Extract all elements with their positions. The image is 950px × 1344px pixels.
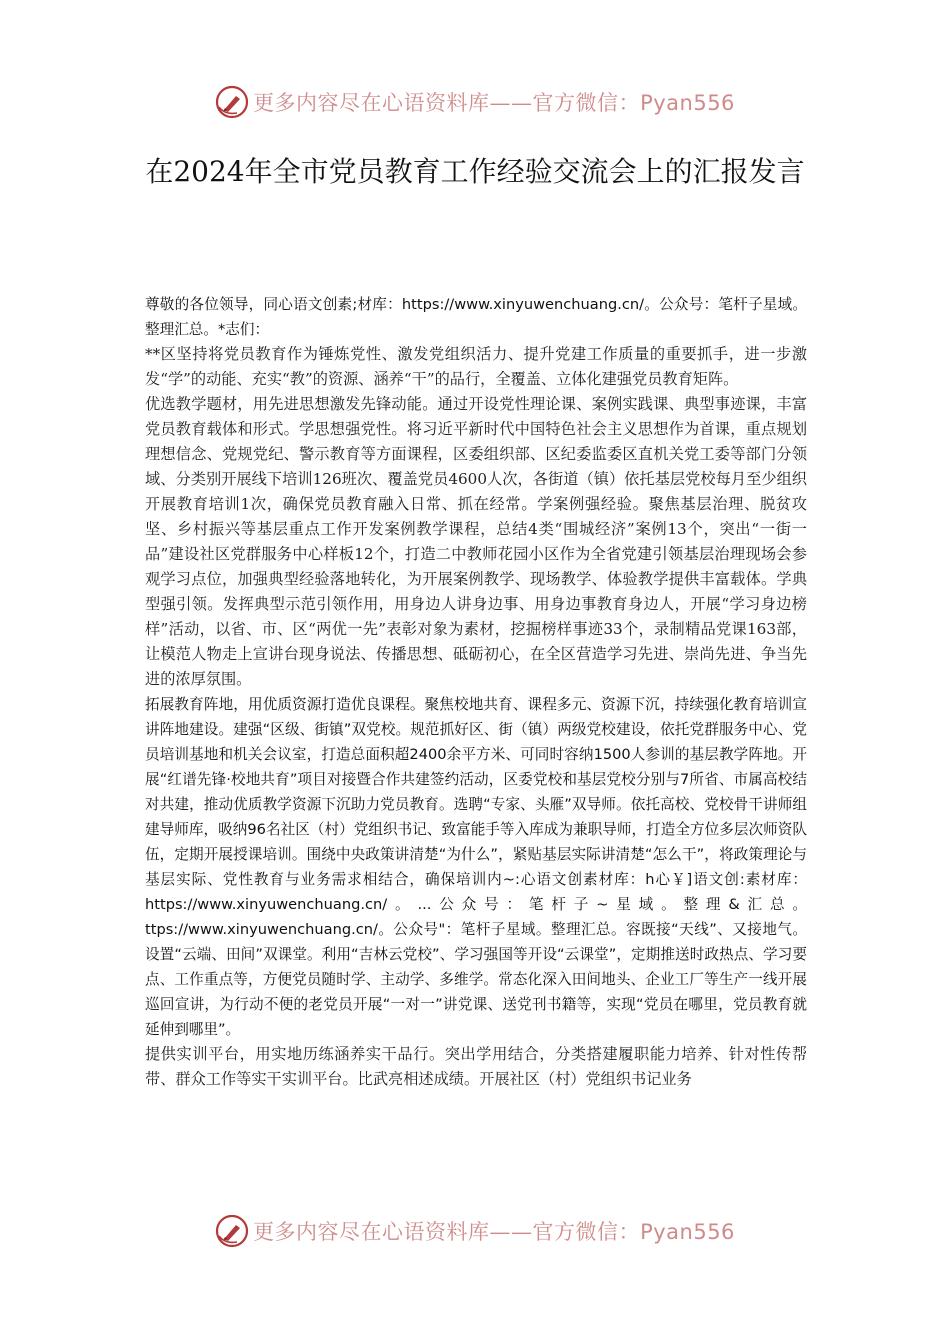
- document-body: [145, 292, 807, 1092]
- banner-text: 更多内容尽在心语资料库——官方微信：Pyan556: [253, 91, 735, 115]
- body-paragraph-1: **区坚持将党员教育作为锤炼党性、激发党组织活力、提升党建工作质量的重要抓手，进一步激发“学”的动能、充实“教”的资源、涵养“干”的品行，全覆盖、立体化建强党员教育矩阵。: [145, 345, 807, 388]
- pen-logo-icon: [215, 1214, 249, 1248]
- footer-watermark-banner: [0, 1211, 950, 1251]
- body-paragraph-3: 拓展教育阵地，用优质资源打造优良课程。聚焦校地共育、课程多元、资源下沉，持续强化教育培训宣讲阵地建设。建强“区级、街镇”双党校。规范抓好区、街（镇）两级党校建设，依托党群服务中心、党员培训基地和机关会议室，打造总面积超2400余平方米、可同时容纳1500人参训的基层教学阵地。开展“红谱先锋·校地共育”项目对接暨合作共建签约活动，区委党校和基层党校分别与7所省、市属高校结对共建，推动优质教学资源下沉助力党员教育。选聘“专家、头雁”双导师。依托高校、党校骨干讲师组建导师库，吸纳96名社区（村）党组织书记、致富能手等入库成为兼职导师，打造全方位多层次师资队伍，定期开展授课培训。围绕中央政策讲清楚“为什么”，紧贴基层实际讲清楚“怎么干”，将政策理论与基层实际、党性教育与业务需求相结合，确保培训内~:心语文创素材库：h心￥]语文创:素材库：https://www.xinyuwenchuang.cn/。...公众号：笔杆子~星域。整理&汇总。ttps://www.xinyuwenchuang.cn/。公众号"：笔杆子星域。整理汇总。容既接“天线”、又接地气。设置“云端、田间”双课堂。利用“吉林云党校”、学习强国等开设“云课堂”，定期推送时政热点、学习要点、工作重点等，方便党员随时学、主动学、多维学。常态化深入田间地头、企业工厂等生产一线开展巡回宣讲，为行动不便的老党员开展“一对一”讲党课、送党刊书籍等，实现“党员在哪里，党员教育就延伸到哪里”。: [145, 696, 807, 1038]
- body-paragraph-2: 优选教学题材，用先进思想激发先锋动能。通过开设党性理论课、案例实践课、典型事迹课，丰富党员教育载体和形式。学思想强党性。将习近平新时代中国特色社会主义思想作为首课，重点规划理想信念、党规党纪、警示教育等方面课程，区委组织部、区纪委监委区直机关党工委等部门分领域、分类别开展线下培训126班次、覆盖党员4600人次，各街道（镇）依托基层党校每月至少组织开展教育培训1次，确保党员教育融入日常、抓在经常。学案例强经验。聚焦基层治理、脱贫攻坚、乡村振兴等基层重点工作开发案例教学课程，总结4类“围城经济”案例13个，突出“一街一品”建设社区党群服务中心样板12个，打造二中教师花园小区作为全省党建引领基层治理现场会参观学习点位，加强典型经验落地转化，为开展案例教学、现场教学、体验教学提供丰富载体。学典型强引领。发挥典型示范引领作用，用身边人讲身边事、用身边事教育身边人，开展“学习身边榜样”活动，以省、市、区“两优一先”表彰对象为素材，挖掘榜样事迹33个，录制精品党课163部，让模范人物走上宣讲台现身说法、传播思想、砥砺初心，在全区营造学习先进、崇尚先进、争当先进的浓厚氛围。: [145, 395, 807, 688]
- document-title: 在2024年全市党员教育工作经验交流会上的汇报发言: [145, 155, 805, 188]
- header-watermark-banner: [0, 82, 950, 122]
- pen-logo-icon: [215, 85, 249, 119]
- body-paragraph-4: 提供实训平台，用实地历练涵养实干品行。突出学用结合，分类搭建履职能力培养、针对性传帮带、群众工作等实干实训平台。比武亮相述成绩。开展社区（村）党组织书记业务: [145, 1045, 807, 1088]
- banner-text: 更多内容尽在心语资料库——官方微信：Pyan556: [253, 1220, 735, 1244]
- salutation-paragraph: 尊敬的各位领导，同心语文创素;材库：https://www.xinyuwenchuang.cn/。公众号：笔杆子星域。整理汇总。*志们：: [145, 296, 807, 338]
